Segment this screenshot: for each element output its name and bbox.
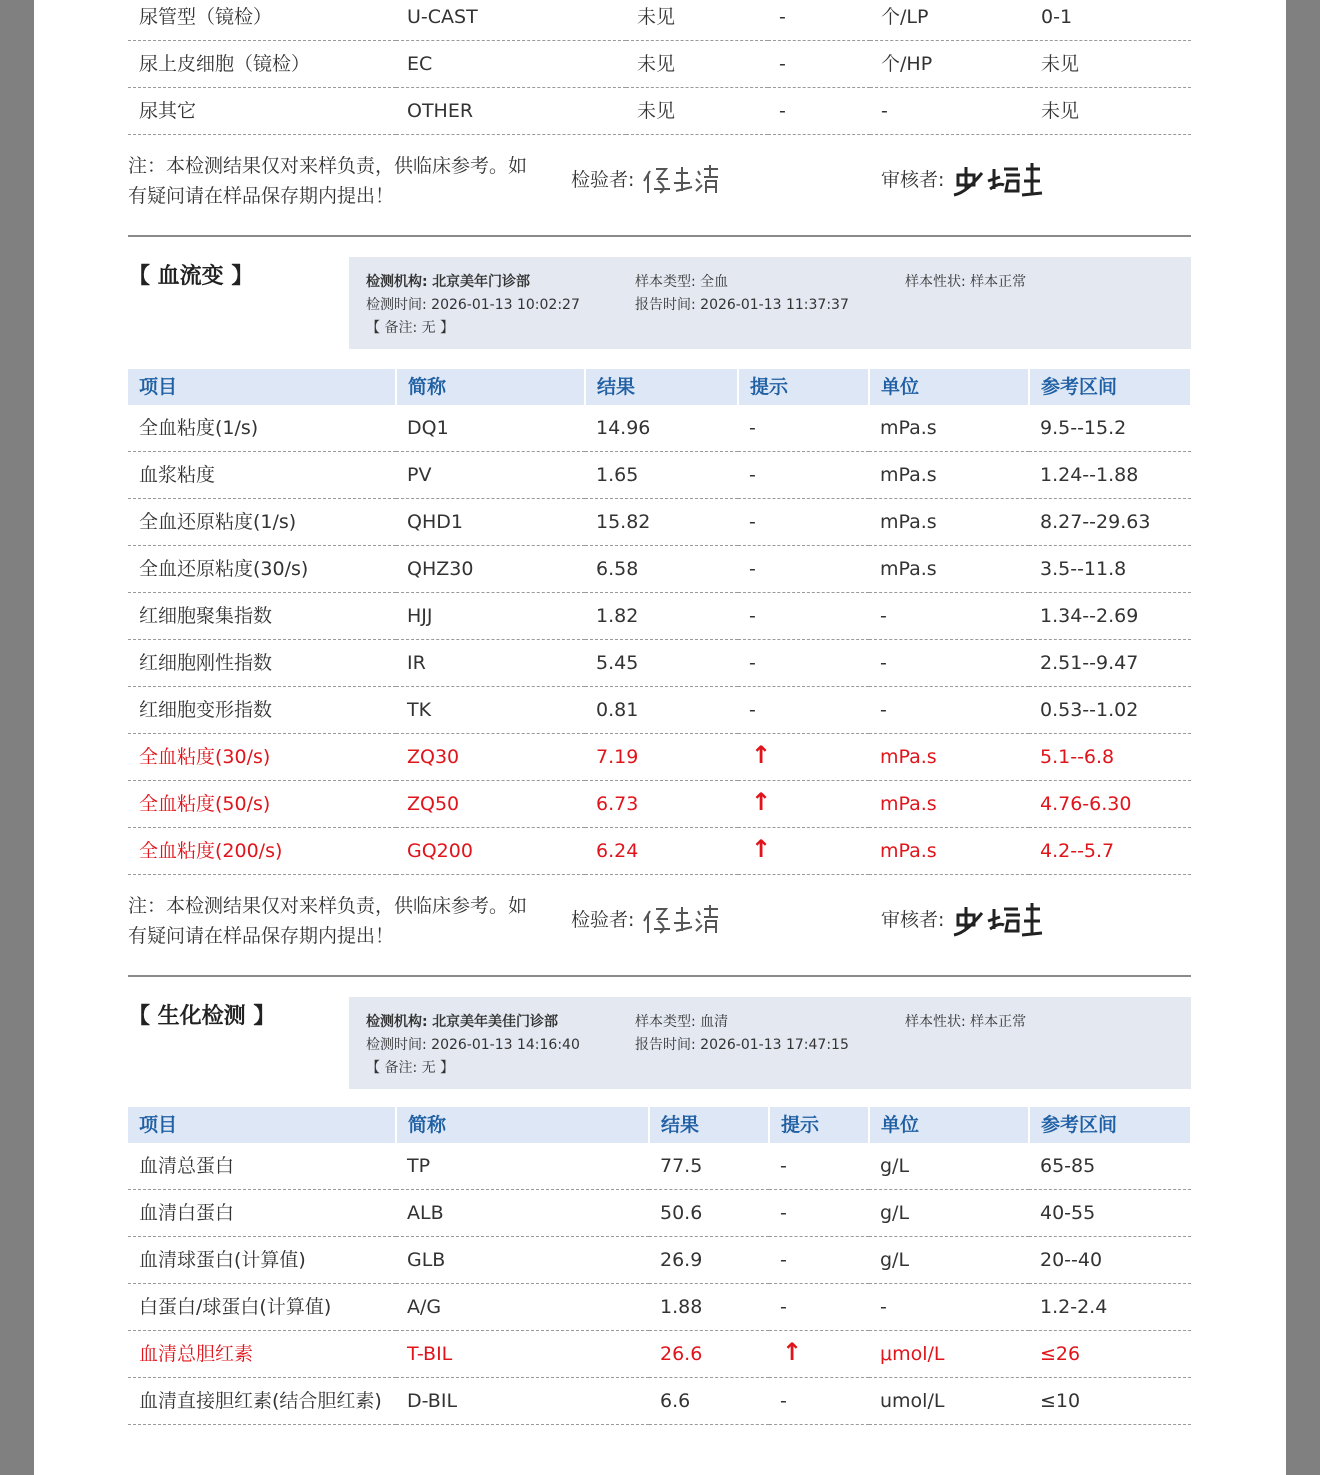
item-abbr: DQ1 (396, 405, 585, 452)
item-flag: - (738, 546, 869, 593)
item-range: 未见 (1030, 88, 1191, 135)
column-header: 项目 (128, 1107, 396, 1143)
arrow-up-icon: ↑ (751, 741, 772, 769)
item-result: 15.82 (585, 499, 738, 546)
item-name: 血清直接胆红素(结合胆红素) (128, 1378, 396, 1425)
blood-flow-table (128, 369, 1192, 875)
item-result: 1.82 (585, 593, 738, 640)
sample-info-box (349, 997, 1191, 1089)
urine-table-body (128, 0, 1191, 135)
table-row (128, 640, 1191, 687)
table-header-row (128, 1107, 1191, 1143)
item-abbr: U-CAST (396, 0, 626, 41)
item-abbr: ZQ30 (396, 734, 585, 781)
item-unit: g/L (869, 1143, 1029, 1190)
item-flag: - (768, 0, 870, 41)
item-name: 全血粘度(30/s) (128, 734, 396, 781)
tester-signature (638, 157, 722, 199)
report-page (34, 0, 1286, 1475)
item-name: 全血还原粘度(30/s) (128, 546, 396, 593)
tester-label: 检验者: (571, 169, 635, 191)
sample-status: 样本性状: 样本正常 (905, 1014, 1027, 1030)
report-time: 报告时间: 2026-01-13 17:47:15 (635, 1037, 849, 1053)
urine-table (128, 0, 1191, 135)
item-result: 6.24 (585, 828, 738, 875)
item-flag: - (738, 499, 869, 546)
sample-type: 样本类型: 全血 (635, 274, 729, 290)
arrow-up-icon: ↑ (751, 835, 772, 863)
item-unit: mPa.s (869, 546, 1029, 593)
table-header-row (128, 369, 1191, 405)
institution: 检测机构: 北京美年门诊部 (366, 274, 531, 290)
table-row (128, 781, 1191, 828)
item-unit: g/L (869, 1237, 1029, 1284)
item-abbr: QHD1 (396, 499, 585, 546)
urine-note-row (128, 135, 1191, 235)
arrow-up-icon: ↑ (782, 1338, 803, 1366)
item-unit: g/L (869, 1190, 1029, 1237)
item-flag: - (769, 1284, 869, 1331)
item-result: 未见 (626, 41, 768, 88)
item-range: 9.5--15.2 (1029, 405, 1191, 452)
item-name: 红细胞刚性指数 (128, 640, 396, 687)
test-time: 检测时间: 2026-01-13 10:02:27 (366, 297, 580, 313)
item-name: 白蛋白/球蛋白(计算值) (128, 1284, 396, 1331)
section-title: 【 血流变 】 (128, 264, 254, 289)
table-row (128, 546, 1191, 593)
item-result: 77.5 (649, 1143, 769, 1190)
item-name: 红细胞变形指数 (128, 687, 396, 734)
table-row (128, 0, 1191, 41)
table-row (128, 593, 1191, 640)
report-content (128, 0, 1191, 1425)
arrow-up-icon: ↑ (751, 788, 772, 816)
item-name: 尿其它 (128, 88, 396, 135)
item-flag: - (738, 593, 869, 640)
column-header: 参考区间 (1029, 369, 1191, 405)
item-abbr: QHZ30 (396, 546, 585, 593)
disclaimer-note: 注：本检测结果仅对来样负责，供临床参考。如有疑问请在样品保存期内提出！ (128, 895, 528, 947)
item-abbr: OTHER (396, 88, 626, 135)
column-header: 单位 (869, 1107, 1029, 1143)
item-result: 1.88 (649, 1284, 769, 1331)
item-result: 14.96 (585, 405, 738, 452)
item-flag: - (769, 1143, 869, 1190)
table-row (128, 41, 1191, 88)
item-flag: - (738, 452, 869, 499)
item-flag (769, 1331, 869, 1378)
item-result: 6.73 (585, 781, 738, 828)
table-row (128, 1237, 1191, 1284)
item-abbr: D-BIL (396, 1378, 649, 1425)
item-abbr: T-BIL (396, 1331, 649, 1378)
table-row (128, 687, 1191, 734)
column-header: 提示 (738, 369, 869, 405)
item-flag: - (769, 1378, 869, 1425)
column-header: 项目 (128, 369, 396, 405)
item-result: 5.45 (585, 640, 738, 687)
table-row (128, 1190, 1191, 1237)
item-flag: - (738, 687, 869, 734)
item-abbr: TP (396, 1143, 649, 1190)
sample-info-box (349, 257, 1191, 349)
remark: 【 备注: 无 】 (366, 1060, 455, 1076)
table-row (128, 1284, 1191, 1331)
item-range: 20--40 (1029, 1237, 1191, 1284)
item-range: 8.27--29.63 (1029, 499, 1191, 546)
table-row (128, 452, 1191, 499)
item-unit: μmol/L (869, 1331, 1029, 1378)
item-range: 1.2-2.4 (1029, 1284, 1191, 1331)
item-range: 1.34--2.69 (1029, 593, 1191, 640)
item-name: 全血粘度(200/s) (128, 828, 396, 875)
item-unit: - (869, 687, 1029, 734)
tester-label: 检验者: (571, 909, 635, 931)
item-abbr: GQ200 (396, 828, 585, 875)
item-flag: - (769, 1237, 869, 1284)
item-range: 0-1 (1030, 0, 1191, 41)
disclaimer-note: 注：本检测结果仅对来样负责，供临床参考。如有疑问请在样品保存期内提出！ (128, 155, 528, 207)
item-flag (738, 828, 869, 875)
biochem-table (128, 1107, 1192, 1425)
blood-flow-header (128, 237, 1191, 369)
item-result: 50.6 (649, 1190, 769, 1237)
item-unit: 个/HP (870, 41, 1030, 88)
item-unit: mPa.s (869, 499, 1029, 546)
item-name: 全血粘度(50/s) (128, 781, 396, 828)
column-header: 参考区间 (1029, 1107, 1191, 1143)
item-result: 6.6 (649, 1378, 769, 1425)
item-abbr: HJJ (396, 593, 585, 640)
reviewer-signature (948, 895, 1044, 941)
reviewer-label: 审核者: (881, 909, 945, 931)
item-unit: - (869, 593, 1029, 640)
item-unit: mPa.s (869, 781, 1029, 828)
institution: 检测机构: 北京美年美佳门诊部 (366, 1014, 559, 1030)
table-row (128, 1331, 1191, 1378)
item-name: 尿上皮细胞（镜检） (128, 41, 396, 88)
item-flag: - (768, 88, 870, 135)
item-flag (738, 734, 869, 781)
column-header: 提示 (769, 1107, 869, 1143)
item-range: 2.51--9.47 (1029, 640, 1191, 687)
item-abbr: A/G (396, 1284, 649, 1331)
item-name: 血清总蛋白 (128, 1143, 396, 1190)
item-flag: - (738, 405, 869, 452)
sample-type: 样本类型: 血清 (635, 1014, 729, 1030)
biochem-table-body (128, 1143, 1191, 1425)
item-name: 血清白蛋白 (128, 1190, 396, 1237)
item-abbr: IR (396, 640, 585, 687)
item-range: 65-85 (1029, 1143, 1191, 1190)
column-header: 结果 (649, 1107, 769, 1143)
item-unit: 个/LP (870, 0, 1030, 41)
blood-flow-note-row (128, 875, 1191, 975)
item-range: 0.53--1.02 (1029, 687, 1191, 734)
item-range: ≤26 (1029, 1331, 1191, 1378)
item-name: 血清球蛋白(计算值) (128, 1237, 396, 1284)
item-range: 5.1--6.8 (1029, 734, 1191, 781)
column-header: 简称 (396, 369, 585, 405)
item-unit: umol/L (869, 1378, 1029, 1425)
item-result: 0.81 (585, 687, 738, 734)
item-range: 未见 (1030, 41, 1191, 88)
item-range: 1.24--1.88 (1029, 452, 1191, 499)
item-abbr: TK (396, 687, 585, 734)
item-unit: mPa.s (869, 405, 1029, 452)
table-row (128, 828, 1191, 875)
table-row (128, 734, 1191, 781)
item-result: 26.6 (649, 1331, 769, 1378)
item-unit: mPa.s (869, 452, 1029, 499)
section-title: 【 生化检测 】 (128, 1004, 276, 1029)
item-range: 4.76-6.30 (1029, 781, 1191, 828)
item-result: 7.19 (585, 734, 738, 781)
item-abbr: EC (396, 41, 626, 88)
item-flag: - (738, 640, 869, 687)
item-result: 未见 (626, 88, 768, 135)
item-name: 尿管型（镜检） (128, 0, 396, 41)
reviewer-signature (948, 155, 1044, 201)
report-time: 报告时间: 2026-01-13 11:37:37 (635, 297, 849, 313)
item-range: ≤10 (1029, 1378, 1191, 1425)
item-unit: - (869, 640, 1029, 687)
tester-signature (638, 897, 722, 939)
column-header: 简称 (396, 1107, 649, 1143)
item-name: 红细胞聚集指数 (128, 593, 396, 640)
item-name: 血浆粘度 (128, 452, 396, 499)
item-range: 40-55 (1029, 1190, 1191, 1237)
item-result: 未见 (626, 0, 768, 41)
item-name: 血清总胆红素 (128, 1331, 396, 1378)
item-result: 1.65 (585, 452, 738, 499)
reviewer-label: 审核者: (881, 169, 945, 191)
item-abbr: ZQ50 (396, 781, 585, 828)
item-result: 26.9 (649, 1237, 769, 1284)
blood-flow-table-body (128, 405, 1191, 875)
item-unit: mPa.s (869, 734, 1029, 781)
table-row (128, 88, 1191, 135)
biochem-header (128, 977, 1191, 1109)
item-flag: - (769, 1190, 869, 1237)
item-abbr: ALB (396, 1190, 649, 1237)
item-result: 6.58 (585, 546, 738, 593)
column-header: 单位 (869, 369, 1029, 405)
table-row (128, 405, 1191, 452)
item-abbr: PV (396, 452, 585, 499)
remark: 【 备注: 无 】 (366, 320, 455, 336)
table-row (128, 499, 1191, 546)
column-header: 结果 (585, 369, 738, 405)
sample-status: 样本性状: 样本正常 (905, 274, 1027, 290)
item-range: 3.5--11.8 (1029, 546, 1191, 593)
item-name: 全血还原粘度(1/s) (128, 499, 396, 546)
item-unit: - (870, 88, 1030, 135)
item-range: 4.2--5.7 (1029, 828, 1191, 875)
item-unit: mPa.s (869, 828, 1029, 875)
table-row (128, 1378, 1191, 1425)
table-row (128, 1143, 1191, 1190)
item-flag (738, 781, 869, 828)
item-unit: - (869, 1284, 1029, 1331)
item-abbr: GLB (396, 1237, 649, 1284)
test-time: 检测时间: 2026-01-13 14:16:40 (366, 1037, 580, 1053)
item-name: 全血粘度(1/s) (128, 405, 396, 452)
item-flag: - (768, 41, 870, 88)
